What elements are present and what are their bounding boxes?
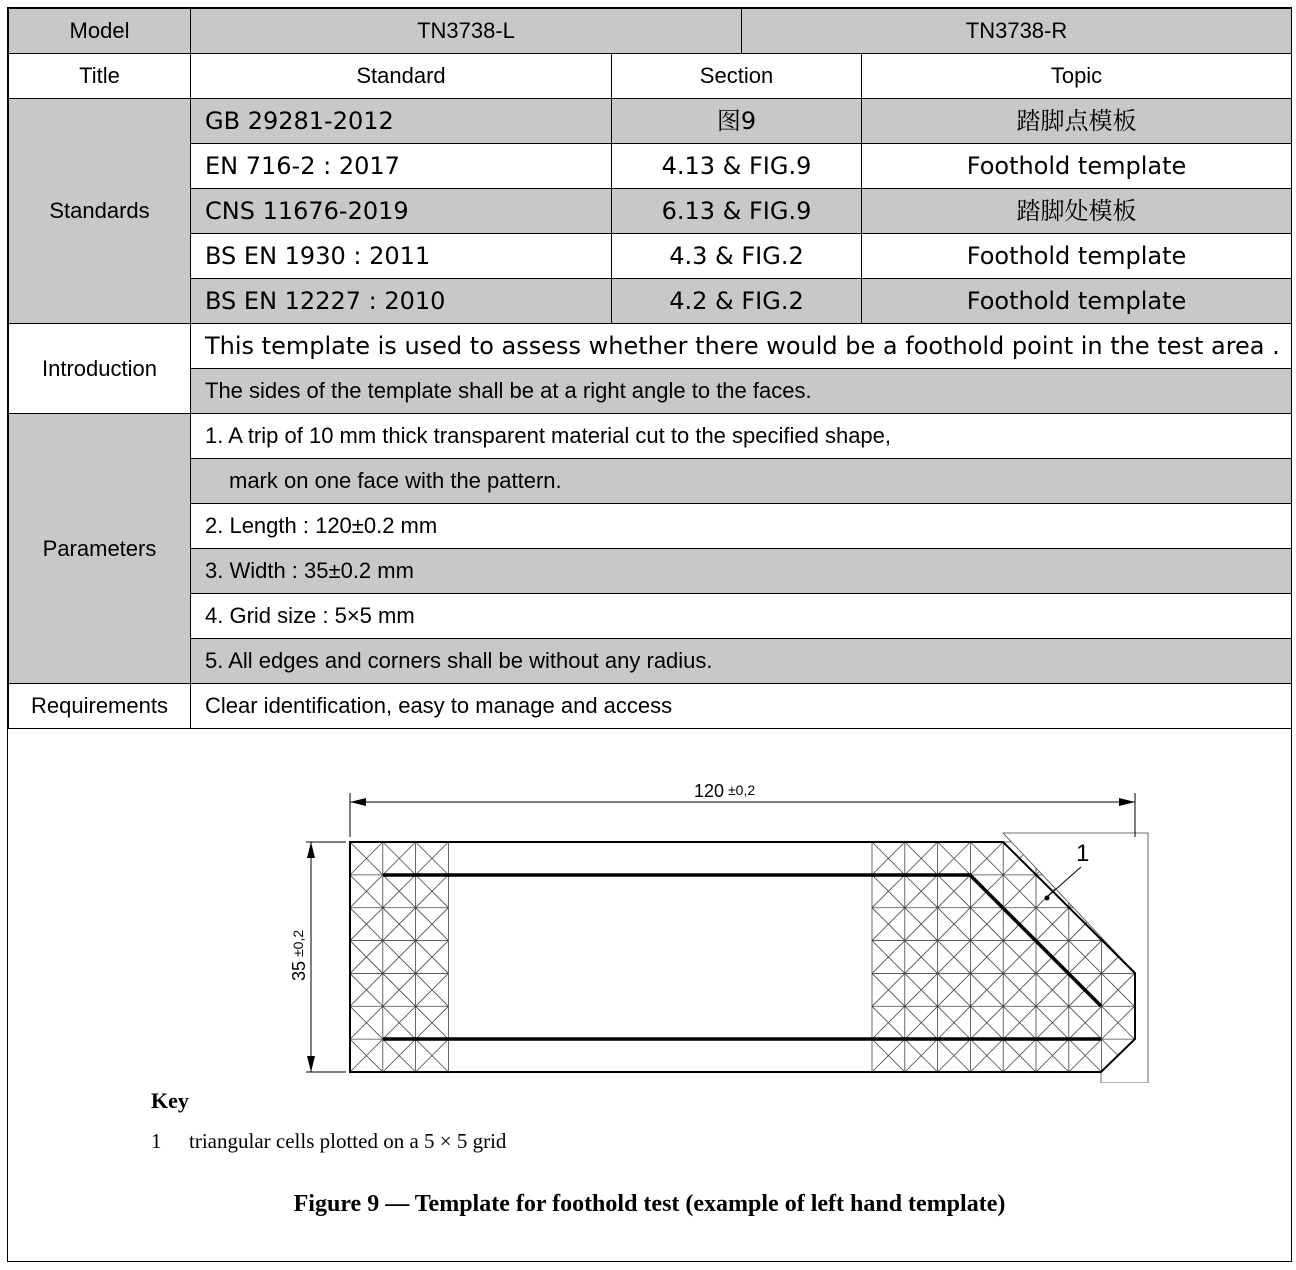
intro-line: This template is used to assess whether there would be a foothold point in the test area . bbox=[191, 324, 1292, 369]
key-title: Key bbox=[151, 1088, 189, 1113]
table-row bbox=[9, 144, 1292, 189]
topic-cell: Foothold template bbox=[862, 234, 1292, 279]
intro-row bbox=[9, 369, 1292, 414]
param-line: 4. Grid size : 5×5 mm bbox=[191, 594, 1292, 639]
table-row bbox=[9, 99, 1292, 144]
dim-length-value: 120 bbox=[693, 781, 724, 801]
intro-line: The sides of the template shall be at a right angle to the faces. bbox=[191, 369, 1292, 414]
standards-label: Standards bbox=[9, 99, 191, 324]
spec-table bbox=[8, 8, 1292, 729]
model-row bbox=[9, 9, 1292, 54]
callout-number: 1 bbox=[1076, 840, 1090, 867]
param-line: mark on one face with the pattern. bbox=[191, 459, 1292, 504]
standard-cell: BS EN 1930 : 2011 bbox=[191, 234, 612, 279]
section-cell: 4.13 & FIG.9 bbox=[612, 144, 862, 189]
param-row bbox=[9, 639, 1292, 684]
requirements-text: Clear identification, easy to manage and access bbox=[191, 684, 1292, 729]
standard-cell: CNS 11676-2019 bbox=[191, 189, 612, 234]
dim-length-tol: ±0,2 bbox=[728, 782, 756, 798]
section-cell: 4.3 & FIG.2 bbox=[612, 234, 862, 279]
model-label: Model bbox=[9, 9, 191, 54]
figure-caption: Figure 9 — Template for foothold test (example of left hand template) bbox=[293, 1191, 1006, 1217]
param-line: 3. Width : 35±0.2 mm bbox=[191, 549, 1292, 594]
param-row bbox=[9, 504, 1292, 549]
standard-cell: EN 716-2 : 2017 bbox=[191, 144, 612, 189]
table-row bbox=[9, 189, 1292, 234]
param-line: 1. A trip of 10 mm thick transparent material cut to the specified shape, bbox=[191, 414, 1292, 459]
title-row bbox=[9, 54, 1292, 99]
arrowhead bbox=[307, 1056, 315, 1072]
table-row bbox=[9, 234, 1292, 279]
col-topic: Topic bbox=[862, 54, 1292, 99]
topic-cell: 踏脚处模板 bbox=[862, 189, 1292, 234]
arrowhead bbox=[1119, 798, 1135, 806]
introduction-label: Introduction bbox=[9, 324, 191, 414]
section-cell: 图9 bbox=[612, 99, 862, 144]
requirements-row bbox=[9, 684, 1292, 729]
document-sheet bbox=[7, 7, 1292, 1262]
topic-cell: Foothold template bbox=[862, 144, 1292, 189]
key-text: triangular cells plotted on a 5 × 5 grid bbox=[189, 1129, 507, 1153]
key-number: 1 bbox=[151, 1129, 162, 1153]
arrowhead bbox=[350, 798, 366, 806]
triangular-grid bbox=[350, 833, 1148, 1083]
param-row bbox=[9, 414, 1292, 459]
section-cell: 4.2 & FIG.2 bbox=[612, 279, 862, 324]
requirements-label: Requirements bbox=[9, 684, 191, 729]
table-row bbox=[9, 279, 1292, 324]
param-row bbox=[9, 549, 1292, 594]
dim-width-value: 35 bbox=[289, 961, 309, 982]
col-standard: Standard bbox=[191, 54, 612, 99]
intro-row bbox=[9, 324, 1292, 369]
col-section: Section bbox=[612, 54, 862, 99]
arrowhead bbox=[307, 842, 315, 858]
standard-cell: GB 29281-2012 bbox=[191, 99, 612, 144]
topic-cell: Foothold template bbox=[862, 279, 1292, 324]
foothold-template-drawing bbox=[8, 733, 1291, 1083]
callout-dot bbox=[1045, 896, 1050, 901]
param-line: 2. Length : 120±0.2 mm bbox=[191, 504, 1292, 549]
figure-area bbox=[8, 733, 1291, 1263]
title-label: Title bbox=[9, 54, 191, 99]
param-row bbox=[9, 594, 1292, 639]
model-right: TN3738-R bbox=[742, 9, 1292, 54]
dim-width-tol: ±0,2 bbox=[290, 929, 306, 957]
param-line: 5. All edges and corners shall be without any radius. bbox=[191, 639, 1292, 684]
parameters-label: Parameters bbox=[9, 414, 191, 684]
standard-cell: BS EN 12227 : 2010 bbox=[191, 279, 612, 324]
section-cell: 6.13 & FIG.9 bbox=[612, 189, 862, 234]
param-row bbox=[9, 459, 1292, 504]
topic-cell: 踏脚点模板 bbox=[862, 99, 1292, 144]
model-left: TN3738-L bbox=[191, 9, 742, 54]
